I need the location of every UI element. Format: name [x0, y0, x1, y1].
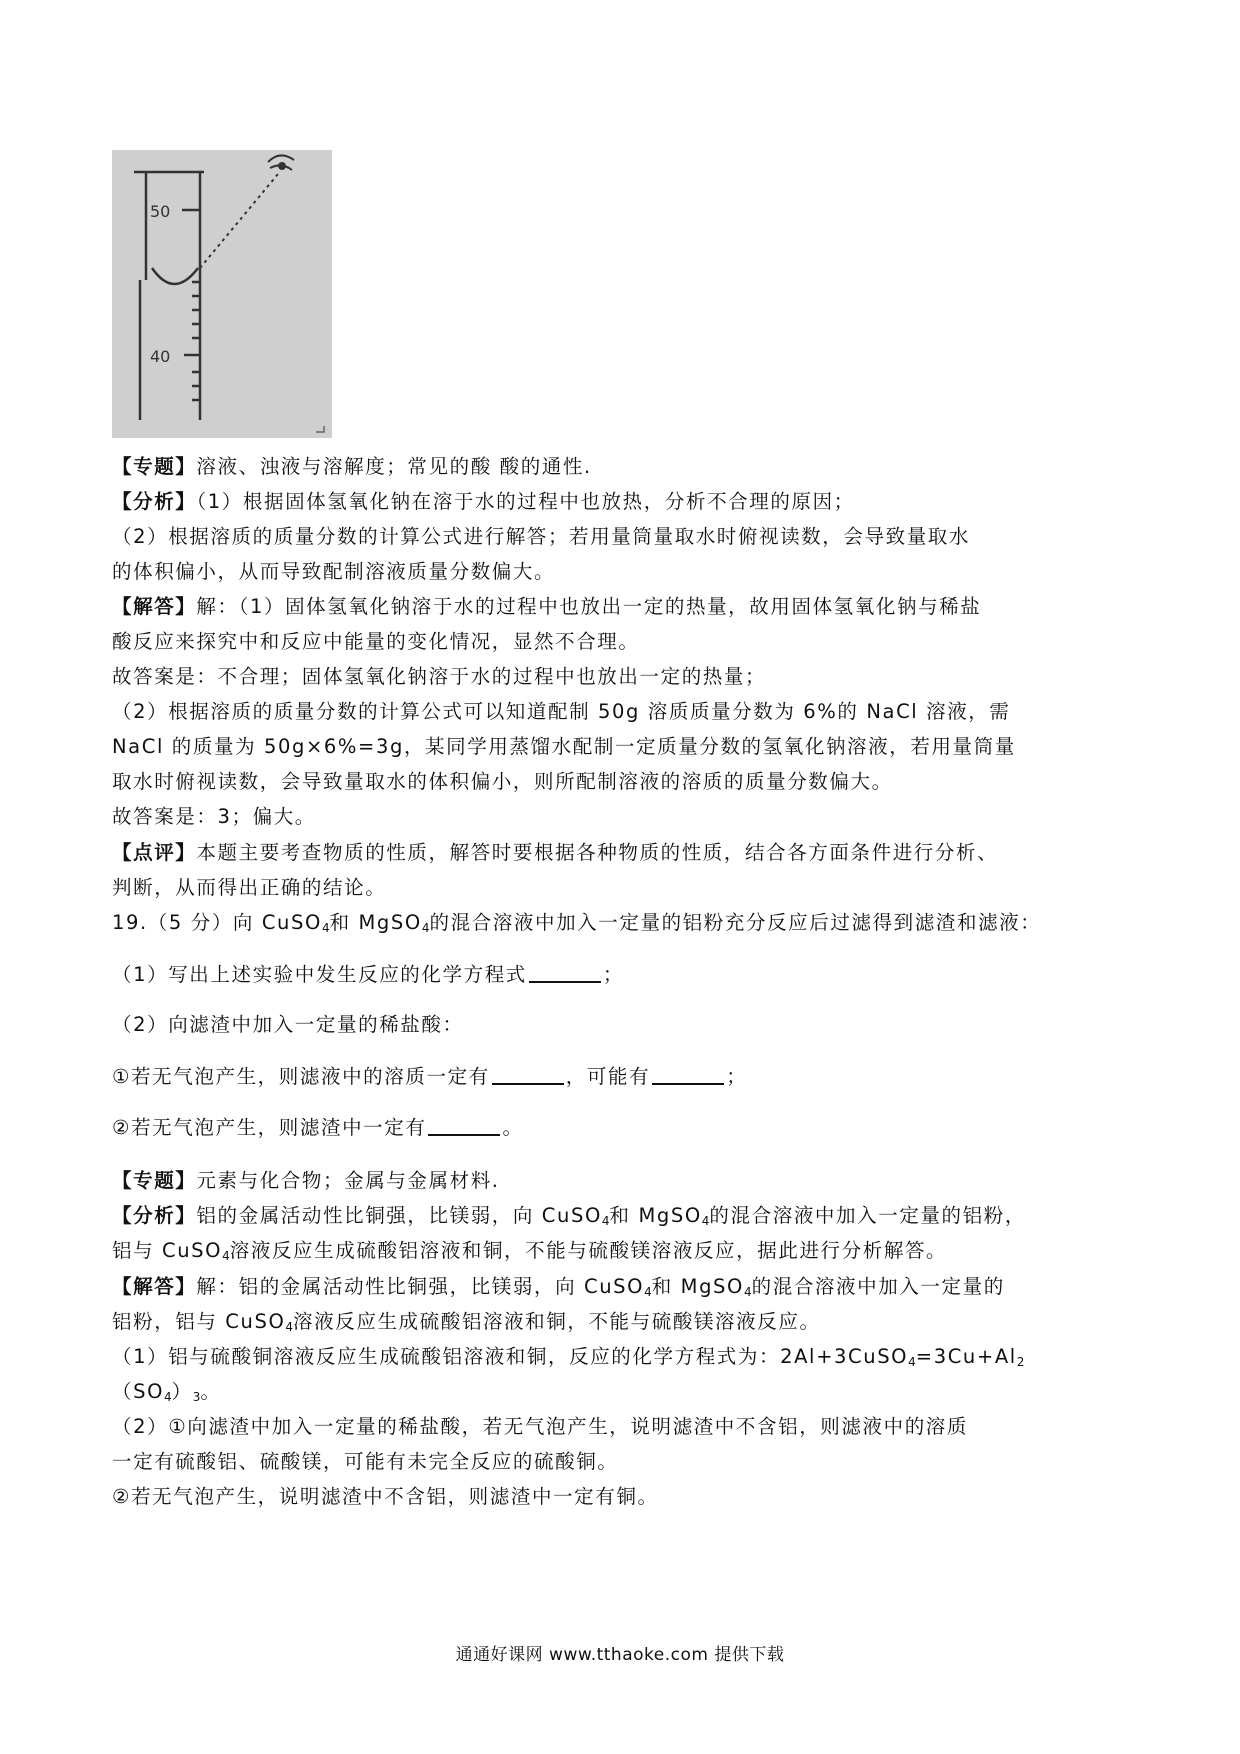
graduated-cylinder-figure: [112, 150, 332, 438]
question-text: ①若无气泡产生，则滤液中的溶质一定有: [112, 1065, 490, 1088]
question-19-stem: [112, 906, 1041, 945]
page-footer: 通通好课网 www.tthaoke.com 提供下载: [455, 1645, 785, 1665]
topic-text: 元素与化合物；金属与金属材料.: [196, 1169, 500, 1192]
topic-text: 溶液、浊液与溶解度；常见的酸 酸的通性.: [196, 455, 592, 478]
topic-line-1: [112, 450, 592, 484]
subscript: 4: [285, 1320, 294, 1334]
answer-text: 铝粉，铝与 CuSO: [112, 1310, 286, 1333]
answer-text: 溶液反应生成硫酸铝溶液和铜，不能与硫酸镁溶液反应。: [293, 1310, 821, 1333]
analysis-text: 铝的金属活动性比铜强，比镁弱，向 CuSO: [196, 1204, 602, 1227]
answer-text: ）: [171, 1380, 193, 1403]
subscript: 2: [1016, 1355, 1025, 1369]
question-19-sub-2: [112, 1111, 524, 1145]
answer-line-1: [112, 590, 981, 624]
answer-text: （1）铝与硫酸铜溶液反应生成硫酸铝溶液和铜，反应的化学方程式为：2Al+3CuSO: [112, 1345, 909, 1368]
answer-2-line-5: [112, 1410, 968, 1444]
subscript: 4: [908, 1355, 916, 1369]
question-19-sub-1: [112, 1060, 747, 1094]
tick-label-50: 50: [150, 202, 171, 221]
analysis-text: （1）根据固体氢氧化钠在溶于水的过程中也放热，分析不合理的原因；: [196, 490, 855, 513]
analysis-text: 和 MgSO: [609, 1204, 702, 1227]
answer-line-6: [112, 765, 893, 799]
analysis-text: 溶液反应生成硫酸铝溶液和铜，不能与硫酸镁溶液反应，据此进行分析解答。: [229, 1239, 948, 1262]
analysis-2-line-2: [112, 1234, 947, 1273]
answer-text: 和 MgSO: [651, 1275, 744, 1298]
analysis-text: （2）根据溶质的质量分数的计算公式进行解答；若用量筒量取水时俯视读数，会导致量取水: [112, 525, 971, 548]
graduated-cylinder-illustration: [112, 150, 332, 438]
answer-text: 故答案是：3；偏大。: [112, 805, 316, 828]
subscript: 4: [321, 921, 330, 935]
question-number: 19.（5 分）向: [112, 911, 262, 934]
analysis-text: 铝与 CuSO: [112, 1239, 223, 1262]
analysis-line-2: [112, 520, 970, 554]
return-mark-icon: [316, 426, 324, 432]
subscript: 4: [644, 1285, 652, 1299]
analysis-text: 的混合溶液中加入一定量的铝粉，: [709, 1204, 1026, 1227]
answer-2-line-1: [112, 1270, 1005, 1309]
answer-text: （2）①向滤渣中加入一定量的稀盐酸，若无气泡产生，说明滤渣中不含铝，则滤液中的溶质: [112, 1415, 968, 1438]
answer-line-7: [112, 800, 316, 834]
answer-text: ②若无气泡产生，说明滤渣中不含铝，则滤渣中一定有铜。: [112, 1485, 659, 1508]
answer-2-line-6: [112, 1445, 618, 1479]
analysis-tag: 【分析】: [112, 1204, 197, 1227]
answer-text: 解：铝的金属活动性比铜强，比镁弱，向 CuSO: [196, 1275, 645, 1298]
topic-line-2: [112, 1164, 500, 1198]
question-text: （2）向滤渣中加入一定量的稀盐酸：: [112, 1013, 464, 1036]
question-19-part-2: [112, 1008, 464, 1042]
answer-line-2: [112, 625, 640, 659]
analysis-tag: 【分析】: [112, 490, 197, 513]
formula-cuso4: CuSO: [261, 911, 322, 934]
answer-tag: 【解答】: [112, 1275, 197, 1298]
question-19-part-1: [112, 958, 624, 992]
answer-text: 故答案是：不合理；固体氢氧化钠溶于水的过程中也放出一定的热量；: [112, 665, 767, 688]
answer-2-line-3: [112, 1340, 1024, 1379]
answer-blank: [492, 1065, 564, 1085]
answer-text: （SO: [112, 1380, 165, 1403]
subscript: 4: [222, 1249, 230, 1263]
answer-text: NaCl 的质量为 50g×6%=3g，某同学用蒸馏水配制一定质量分数的氢氧化钠溶液，若用量筒量: [112, 735, 1016, 758]
answer-text: 一定有硫酸铝、硫酸镁，可能有未完全反应的硫酸铜。: [112, 1450, 619, 1473]
answer-blank: [428, 1116, 500, 1136]
answer-2-line-4: [112, 1375, 222, 1414]
question-text: （1）写出上述实验中发生反应的化学方程式: [112, 963, 527, 986]
answer-2-line-7: [112, 1480, 659, 1514]
question-text: ；: [726, 1065, 748, 1088]
answer-text: 取水时俯视读数，会导致量取水的体积偏小，则所配制溶液的溶质的质量分数偏大。: [112, 770, 893, 793]
question-text: 。: [502, 1116, 524, 1139]
answer-blank: [529, 963, 601, 983]
question-text: 和: [329, 911, 359, 934]
eye-icon: [268, 155, 294, 170]
comment-line-2: [112, 871, 386, 905]
subscript: 4: [164, 1390, 172, 1404]
answer-line-4: [112, 695, 1011, 729]
answer-line-3: [112, 660, 766, 694]
analysis-text: 的体积偏小，从而导致配制溶液质量分数偏大。: [112, 560, 556, 583]
subscript: 3: [192, 1390, 201, 1404]
answer-text: 的混合溶液中加入一定量的: [751, 1275, 1005, 1298]
answer-text: （2）根据溶质的质量分数的计算公式可以知道配制 50g 溶质质量分数为 6%的 NaCl 溶液，需: [112, 700, 1011, 723]
comment-text: 本题主要考查物质的性质，解答时要根据各种物质的性质，结合各方面条件进行分析、: [196, 841, 999, 864]
answer-text: 酸反应来探究中和反应中能量的变化情况，显然不合理。: [112, 630, 640, 653]
formula-mgso4: MgSO: [358, 911, 422, 934]
question-text: ；: [602, 963, 625, 986]
subscript: 4: [743, 1285, 752, 1299]
analysis-line-1: [112, 485, 855, 519]
question-text: ②若无气泡产生，则滤渣中一定有: [112, 1116, 427, 1139]
answer-2-line-2: [112, 1305, 821, 1344]
comment-line-1: [112, 836, 998, 870]
answer-line-5: [112, 730, 1016, 764]
answer-blank: [652, 1065, 724, 1085]
subscript: 4: [601, 1214, 610, 1228]
answer-text: 。: [200, 1380, 222, 1403]
analysis-line-3: [112, 555, 555, 589]
answer-text: =3Cu+Al: [915, 1345, 1017, 1368]
tick-label-40: 40: [150, 347, 171, 366]
topic-tag: 【专题】: [112, 1169, 197, 1192]
question-text: 的混合溶液中加入一定量的铝粉充分反应后过滤得到滤渣和滤液：: [429, 911, 1042, 934]
answer-text: 解：（1）固体氢氧化钠溶于水的过程中也放出一定的热量，故用固体氢氧化钠与稀盐: [196, 595, 982, 618]
subscript: 4: [701, 1214, 710, 1228]
comment-tag: 【点评】: [112, 841, 197, 864]
subscript: 4: [421, 921, 430, 935]
comment-text: 判断，从而得出正确的结论。: [112, 876, 387, 899]
analysis-2-line-1: [112, 1199, 1026, 1238]
question-text: ，可能有: [565, 1065, 651, 1088]
topic-tag: 【专题】: [112, 455, 197, 478]
answer-tag: 【解答】: [112, 595, 197, 618]
